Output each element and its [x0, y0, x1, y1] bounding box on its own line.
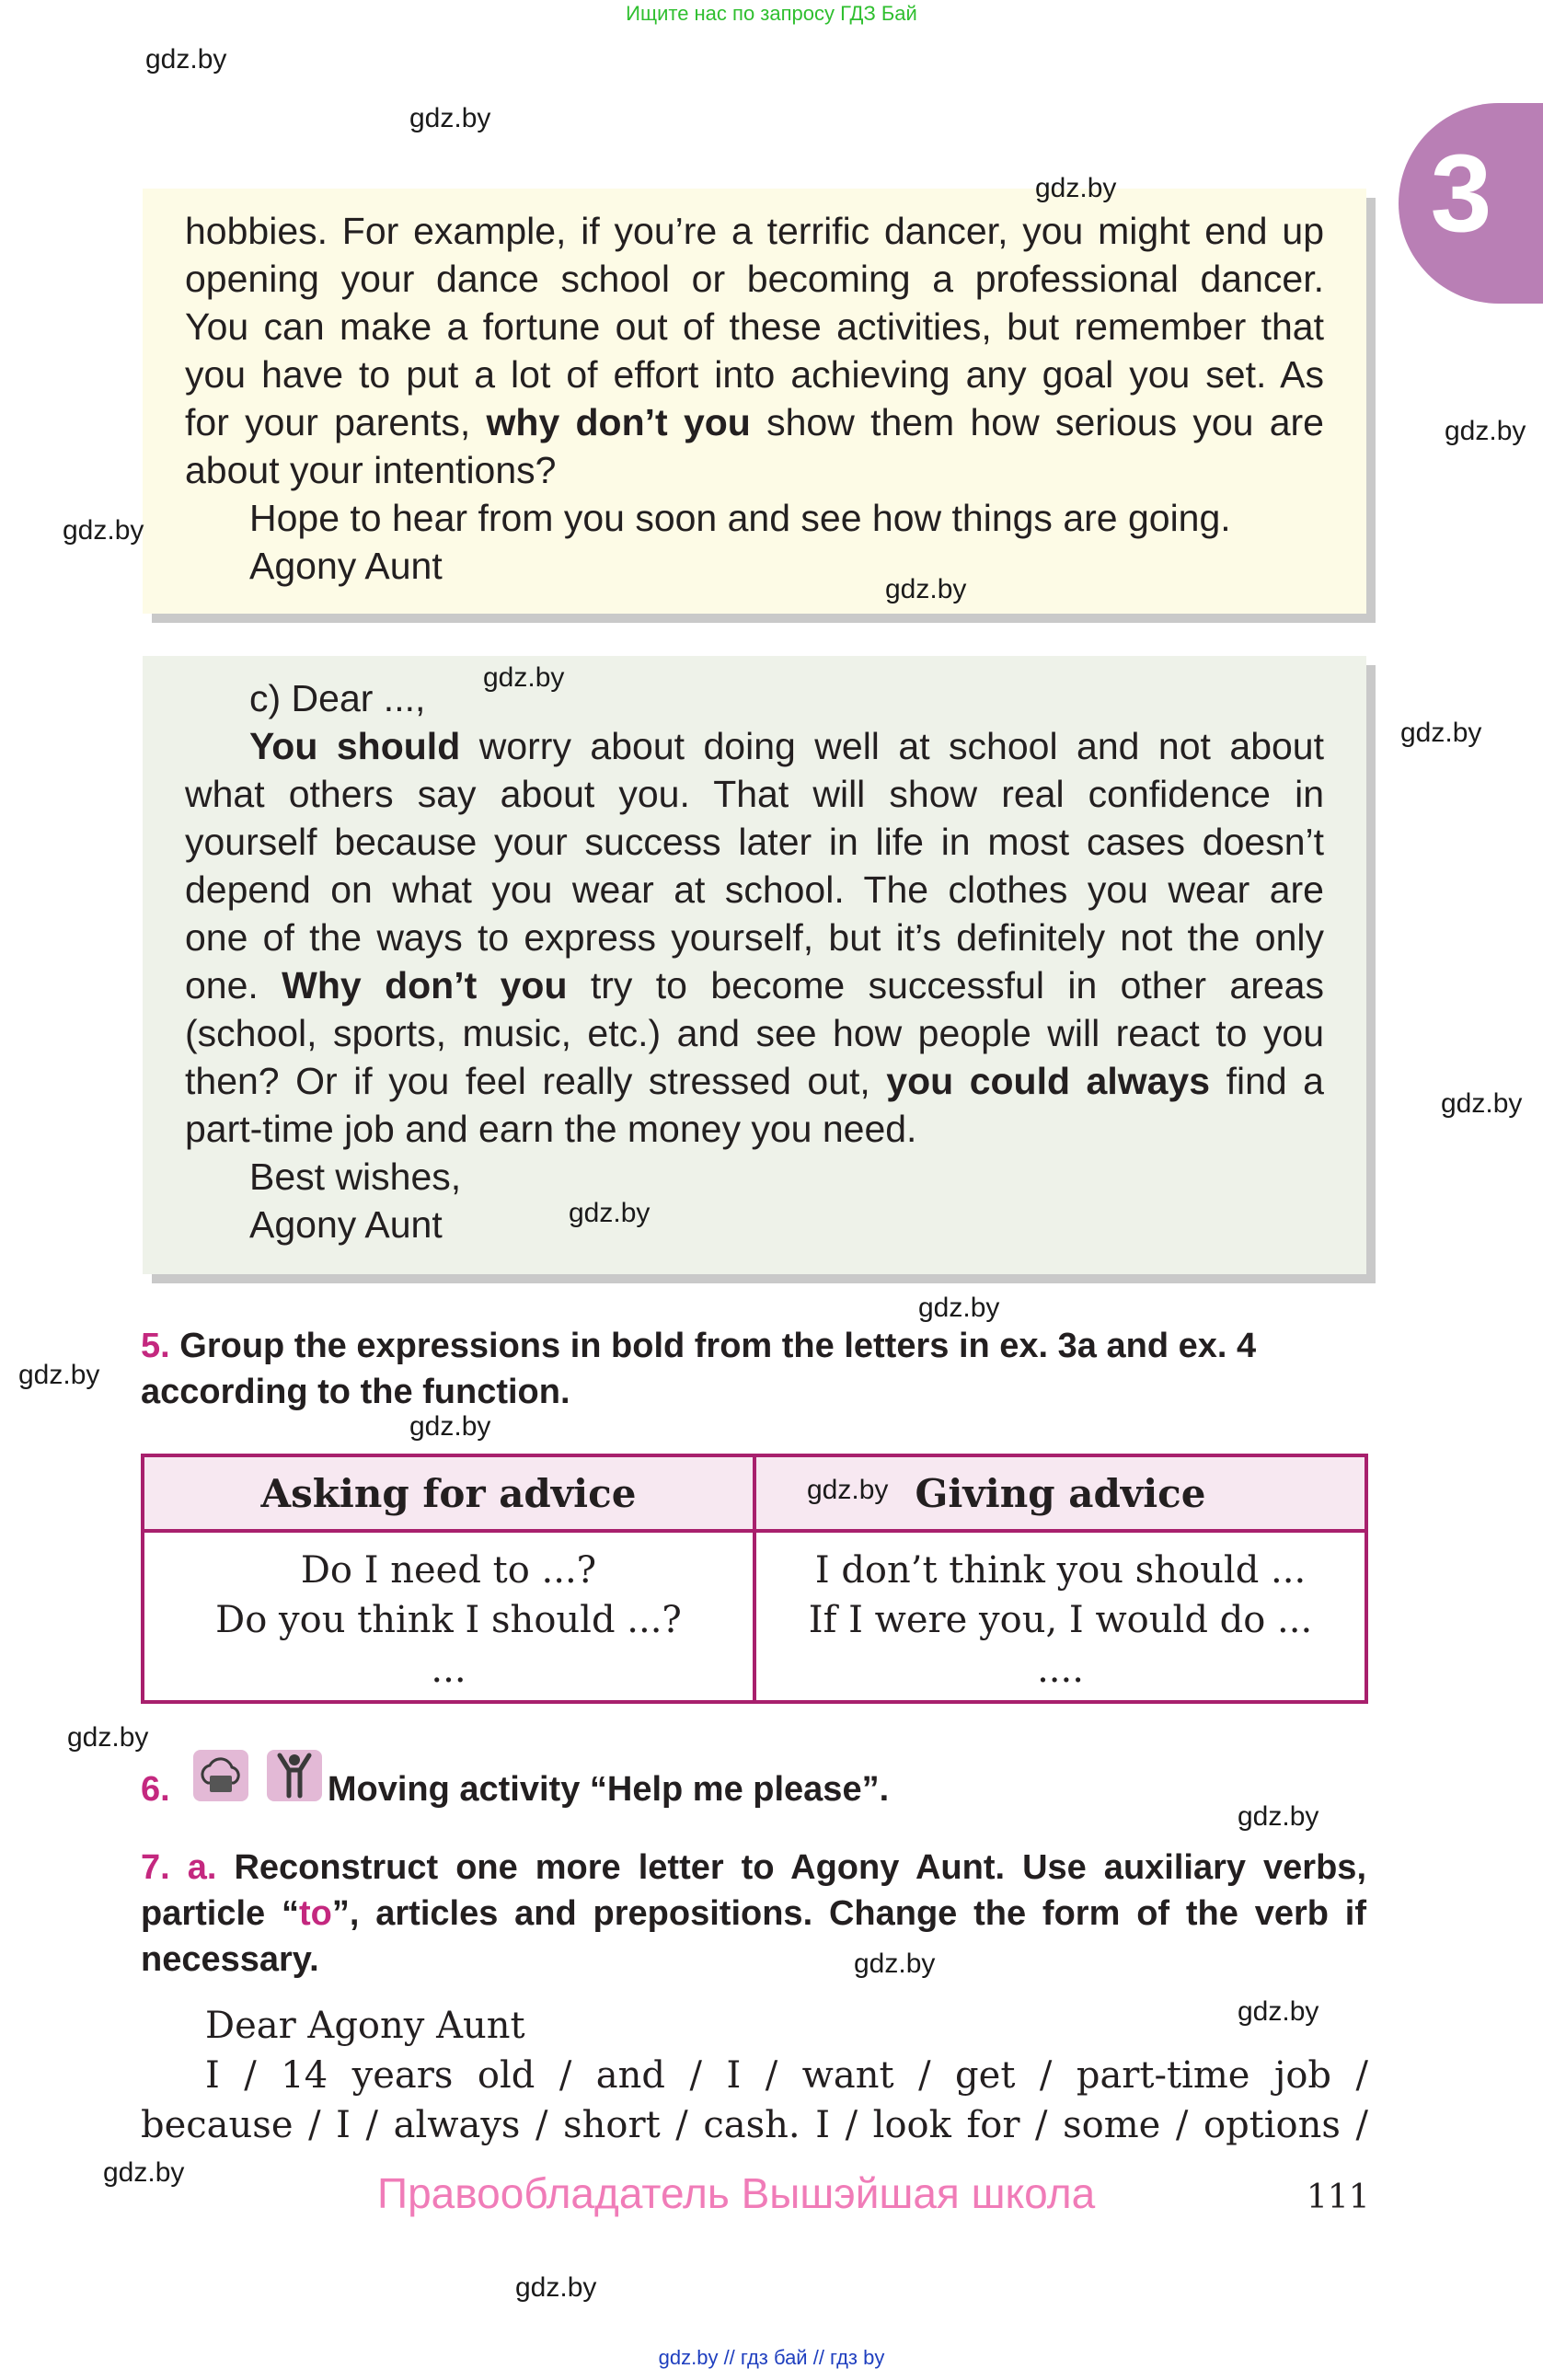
- letter-c-line: You should worry about doing well at school and not about: [249, 725, 1325, 767]
- letter-c-line: yourself because your success later in life in most cases doesn’t: [185, 821, 1324, 863]
- task-number: 7. a.: [141, 1848, 217, 1887]
- copyright-holder: Правообладатель Вышэйшая школа: [377, 2169, 1096, 2217]
- letter-b-line: you have to put a lot of effort into achieving any goal you set. As: [185, 353, 1324, 396]
- advice-table: [141, 1454, 1368, 1704]
- letter-box-b: [143, 189, 1366, 614]
- letter-c-line: part-time job and earn the money you need.: [185, 1108, 917, 1150]
- watermark: gdz.by: [807, 1475, 889, 1505]
- watermark: gdz.by: [145, 44, 227, 75]
- bold-phrase: why don’t you: [486, 401, 751, 443]
- exercise-text: [141, 2001, 1368, 2150]
- highlight-word: to: [299, 1894, 332, 1933]
- watermark: gdz.by: [569, 1198, 651, 1228]
- watermark: gdz.by: [63, 515, 144, 546]
- watermark: gdz.by: [515, 2272, 597, 2303]
- letter-b-line: You can make a fortune out of these activities, but remember that: [185, 305, 1324, 348]
- task-5: [141, 1323, 1366, 1415]
- letter-c-signature: Agony Aunt: [249, 1203, 443, 1246]
- page-number: 111: [1307, 2179, 1370, 2216]
- watermark: gdz.by: [1400, 718, 1482, 748]
- table-cell-asking: [143, 1531, 754, 1702]
- table-item: I don’t think you should ...: [814, 1548, 1307, 1592]
- exercise-greeting: Dear Agony Aunt: [205, 2005, 525, 2047]
- task-number: 5.: [141, 1327, 170, 1365]
- letter-b-text: [185, 207, 1324, 590]
- task-text: Moving activity “Help me please”.: [327, 1770, 890, 1809]
- table-item: If I were you, I would do ...: [808, 1598, 1313, 1641]
- task-6: [141, 1766, 889, 1812]
- letter-c-line: one. Why don’t you try to become successful in other areas: [185, 964, 1324, 1006]
- task-text: ”, articles and prepositions. Change the form of the verb if necessary.: [141, 1894, 1366, 1979]
- letter-b-line: for your parents, why don’t you show them how serious you are: [185, 401, 1324, 443]
- exercise-line: because / I / always / short / cash. I / look for / some / options /: [141, 2104, 1368, 2146]
- task-7: [141, 1845, 1366, 1983]
- letter-b-closing: Hope to hear from you soon and see how things are going.: [249, 497, 1231, 539]
- bold-phrase: You should: [249, 725, 461, 767]
- bottom-banner: gdz.by // гдз бай // гдз by: [658, 2346, 885, 2369]
- watermark: gdz.by: [854, 1949, 936, 1979]
- exercise-line: I / 14 years old / and / I / want / get / part-time job /: [205, 2054, 1368, 2097]
- table-item: Do you think I should ...?: [215, 1598, 682, 1641]
- table-cell-giving: [754, 1531, 1366, 1702]
- task-text: Reconstruct one more letter to Agony Aunt. Use auxiliary verbs, particle “: [141, 1848, 1367, 1933]
- letter-b-line: opening your dance school or becoming a professional dancer.: [185, 258, 1324, 300]
- bold-phrase: Why don’t you: [282, 964, 568, 1006]
- watermark: gdz.by: [103, 2157, 185, 2188]
- letter-c-line: then? Or if you feel really stressed out, you could always find a: [185, 1060, 1324, 1102]
- watermark: gdz.by: [409, 103, 491, 133]
- watermark: gdz.by: [67, 1722, 149, 1753]
- letter-c-text: [185, 674, 1324, 1248]
- watermark: gdz.by: [483, 662, 565, 693]
- table-header-giving: Giving advice: [754, 1455, 1366, 1531]
- unit-number: 3: [1430, 132, 1492, 255]
- watermark: gdz.by: [18, 1360, 100, 1390]
- table-item: ...: [431, 1648, 466, 1691]
- letter-box-c: [143, 656, 1366, 1274]
- letter-c-line: (school, sports, music, etc.) and see how people will react to you: [185, 1012, 1324, 1054]
- letter-c-greeting: c) Dear ...,: [249, 677, 426, 719]
- watermark: gdz.by: [1441, 1088, 1523, 1119]
- watermark: gdz.by: [1238, 1801, 1319, 1832]
- watermark: gdz.by: [1035, 173, 1117, 203]
- table-item: Do I need to ...?: [300, 1548, 597, 1592]
- task-number: 6.: [141, 1770, 170, 1809]
- letter-c-line: one of the ways to express yourself, but it’s definitely not the only: [185, 916, 1324, 959]
- letter-b-line: hobbies. For example, if you’re a terrific dancer, you might end up: [185, 210, 1324, 252]
- letter-b-signature: Agony Aunt: [249, 545, 443, 587]
- watermark: gdz.by: [1445, 416, 1526, 446]
- task-text: Group the expressions in bold from the letters in ex. 3a and ex. 4 according to the function.: [141, 1327, 1257, 1411]
- letter-c-closing: Best wishes,: [249, 1156, 462, 1198]
- letter-c-line: depend on what you wear at school. The clothes you wear are: [185, 868, 1324, 911]
- watermark: gdz.by: [885, 574, 967, 604]
- top-banner: Ищите нас по запросу ГДЗ Бай: [626, 2, 917, 25]
- watermark: gdz.by: [1238, 1996, 1319, 2027]
- letter-b-line: about your intentions?: [185, 449, 557, 491]
- bold-phrase: you could always: [886, 1060, 1211, 1102]
- table-header-asking: Asking for advice: [143, 1455, 754, 1531]
- letter-c-line: what others say about you. That will show real confidence in: [185, 773, 1324, 815]
- table-item: ....: [1037, 1648, 1084, 1691]
- watermark: gdz.by: [918, 1293, 1000, 1323]
- watermark: gdz.by: [409, 1411, 491, 1442]
